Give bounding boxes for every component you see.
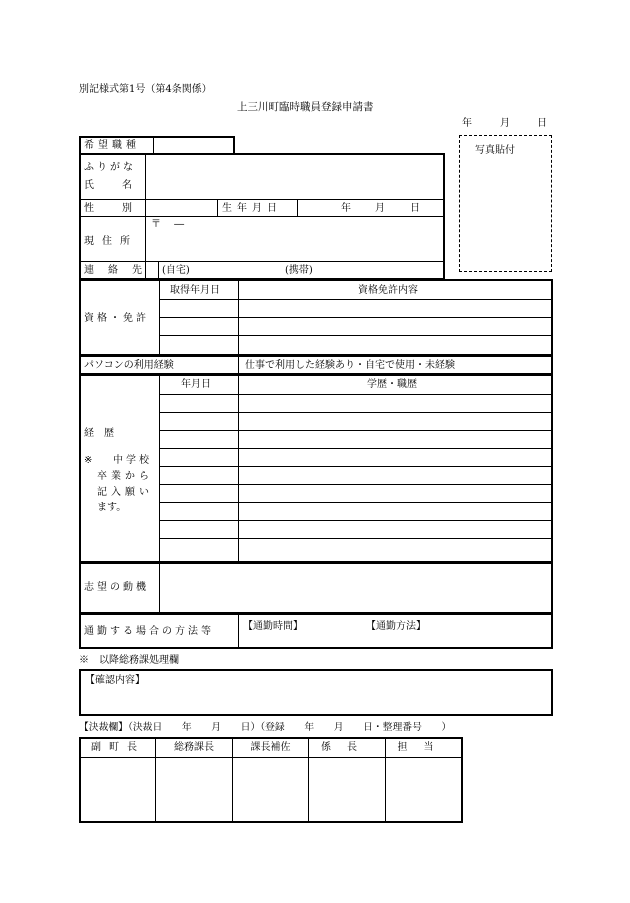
pc-options: 仕事で利用した経験あり・自宅で使用・未経験	[245, 360, 455, 371]
approval-header-assistant-chief: 課長補佐	[250, 742, 291, 753]
pc-label: パソコンの利用経験	[84, 360, 174, 371]
date-year-label: 年	[462, 118, 472, 129]
postal-mark: 〒 ―	[151, 219, 185, 230]
career-note-line4: ます。	[97, 502, 127, 513]
form-title: 上三川町臨時職員登録申請書	[237, 101, 374, 113]
gender-label: 性別	[84, 203, 160, 214]
commute-time-label: 【通勤時間】	[243, 621, 303, 632]
mobile-phone-label: (携帯)	[285, 265, 313, 276]
form-reference: 別記様式第1号（第4条関係）	[79, 84, 212, 95]
career-label: 経 歴	[84, 428, 114, 439]
confirm-label: 【確認内容】	[85, 675, 145, 686]
licenses-label: 資格・免許	[84, 313, 149, 324]
career-date-header: 年月日	[181, 379, 211, 390]
address-label: 現住所	[84, 236, 138, 247]
name-label: 氏名	[84, 180, 160, 191]
contact-label: 連絡先	[84, 265, 156, 276]
birth-day-label: 日	[410, 203, 420, 214]
home-phone-label: (自宅)	[162, 265, 190, 276]
approval-header-general-affairs-chief: 総務課長	[174, 742, 214, 753]
career-note-mark: ※	[84, 455, 93, 466]
furigana-label: ふりがな	[84, 162, 136, 173]
approval-line: 【決裁欄】（決裁日 年 月 日）（登録 年 月 日・整理番号 ）	[79, 722, 452, 733]
motivation-box	[79, 562, 553, 614]
birth-label: 生年月日	[222, 203, 282, 214]
job-label: 希望職種	[84, 140, 140, 151]
date-month-label: 月	[500, 118, 510, 129]
motivation-label: 志望の動機	[84, 582, 149, 593]
approval-header-deputy-mayor: 副町長	[91, 742, 145, 753]
career-note-line1: 中学校	[113, 455, 152, 466]
career-note-line3: 記入願い	[97, 487, 153, 498]
career-content-header: 学歴・職歴	[367, 379, 417, 390]
commute-label: 通勤する場合の方法等	[84, 626, 214, 637]
career-box	[79, 374, 553, 563]
photo-label: 写真貼付	[475, 145, 515, 156]
approval-header-section-head: 係長	[321, 742, 373, 753]
office-section-note: ※ 以降総務課処理欄	[79, 655, 179, 666]
career-note-line2: 卒業から	[97, 471, 153, 482]
birth-month-label: 月	[375, 203, 385, 214]
commute-method-label: 【通勤方法】	[366, 621, 426, 632]
date-day-label: 日	[537, 118, 547, 129]
confirm-box	[79, 669, 553, 716]
license-date-header: 取得年月日	[170, 285, 220, 296]
approval-header-staff: 担当	[397, 742, 450, 753]
license-content-header: 資格免許内容	[358, 285, 418, 296]
birth-year-label: 年	[341, 203, 351, 214]
